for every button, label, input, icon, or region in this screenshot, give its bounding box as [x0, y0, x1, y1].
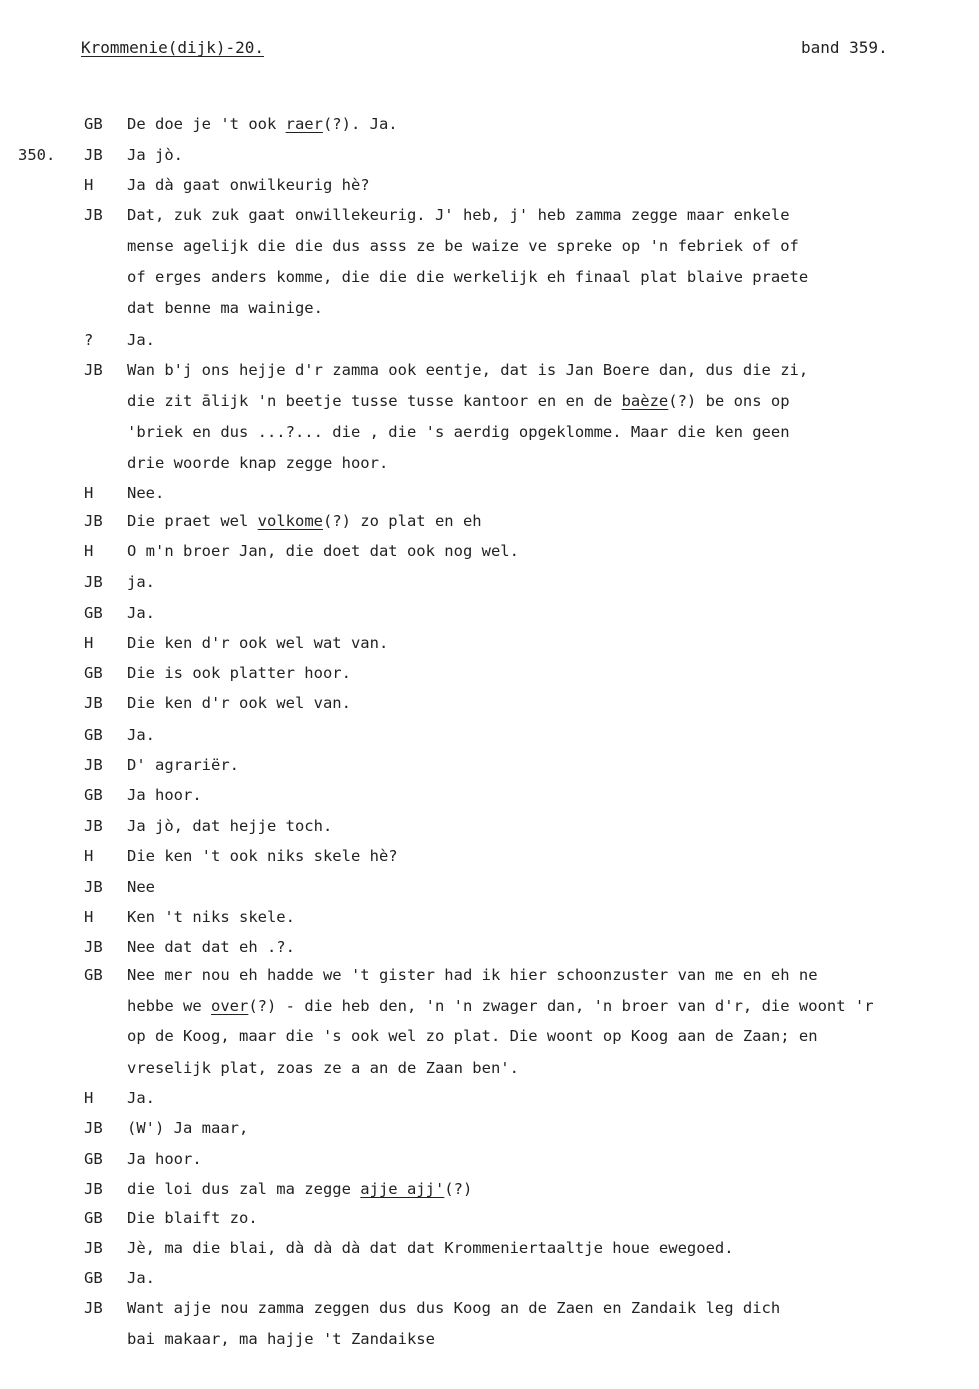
text-segment: mense agelijk die die dus asss ze be waize ve spreke op 'n febriek of of: [127, 237, 799, 255]
utterance-text: [127, 1209, 258, 1227]
text-segment: Ja.: [127, 604, 155, 622]
utterance-text: [127, 938, 295, 956]
utterance-text: [127, 634, 388, 652]
speaker-label: GB: [84, 1269, 103, 1287]
utterance-text: [127, 847, 398, 865]
speaker-label: H: [84, 542, 94, 560]
speaker-label: H: [84, 634, 94, 652]
utterance-text: [127, 1239, 734, 1257]
document-title: Krommenie(dijk)-20.: [81, 38, 265, 57]
text-segment: Nee: [127, 878, 155, 896]
utterance-text: [127, 786, 202, 804]
uncertain-word: ajje ajj': [360, 1180, 445, 1198]
text-segment: dat benne ma wainige.: [127, 299, 323, 317]
text-segment: op de Koog, maar die 's ook wel zo plat. Die woont op Koog aan de Zaan; en: [127, 1027, 818, 1045]
text-segment: Want ajje nou zamma zeggen dus dus Koog an de Zaen en Zandaik leg dich: [127, 1299, 781, 1317]
utterance-text: [127, 423, 790, 441]
speaker-label: H: [84, 1089, 94, 1107]
utterance-text: [127, 454, 388, 472]
speaker-label: JB: [84, 1119, 103, 1137]
uncertain-word: baèze: [621, 392, 669, 410]
utterance-text: [127, 1089, 155, 1107]
utterance-text: [127, 268, 808, 286]
utterance-text: [127, 176, 370, 194]
speaker-label: GB: [84, 664, 103, 682]
text-segment: Die ken 't ook niks skele hè?: [127, 847, 398, 865]
text-segment: Die ken d'r ook wel van.: [127, 694, 351, 712]
utterance-text: [127, 361, 808, 379]
utterance-text: [127, 997, 874, 1015]
text-segment: De doe je 't ook: [127, 115, 286, 133]
text-segment: Wan b'j ons hejje d'r zamma ook eentje, dat is Jan Boere dan, dus die zi,: [127, 361, 809, 379]
speaker-label: JB: [84, 817, 103, 835]
speaker-label: JB: [84, 694, 103, 712]
speaker-label: JB: [84, 573, 103, 591]
text-segment: Ja hoor.: [127, 786, 202, 804]
text-segment: Ken 't niks skele.: [127, 908, 295, 926]
speaker-label: H: [84, 908, 94, 926]
text-segment: (W') Ja maar,: [127, 1119, 249, 1137]
text-segment: Die praet wel: [127, 512, 258, 530]
margin-marker: 350.: [18, 146, 56, 164]
text-segment: bai makaar, ma hajje 't Zandaikse: [127, 1330, 435, 1348]
uncertain-word: raer: [285, 115, 323, 133]
speaker-label: GB: [84, 1150, 103, 1168]
utterance-text: [127, 115, 398, 133]
utterance-text: [127, 237, 799, 255]
text-segment: (?). Ja.: [322, 115, 398, 133]
utterance-text: [127, 484, 164, 502]
text-segment: Ja jò, dat hejje toch.: [127, 817, 333, 835]
utterance-text: [127, 1027, 818, 1045]
text-segment: Ja.: [127, 726, 155, 744]
utterance-text: [127, 146, 183, 164]
text-segment: of erges anders komme, die die die werkelijk eh finaal plat blaive praete: [127, 268, 809, 286]
speaker-label: JB: [84, 756, 103, 774]
utterance-text: [127, 817, 332, 835]
text-segment: drie woorde knap zegge hoor.: [127, 454, 389, 472]
utterance-text: [127, 1269, 155, 1287]
utterance-text: [127, 1119, 248, 1137]
utterance-text: [127, 1059, 519, 1077]
text-segment: Nee mer nou eh hadde we 't gister had ik hier schoonzuster van me en eh ne: [127, 966, 818, 984]
speaker-label: JB: [84, 878, 103, 896]
utterance-text: [127, 966, 818, 984]
text-segment: ja.: [127, 573, 155, 591]
speaker-label: GB: [84, 1209, 103, 1227]
speaker-label: JB: [84, 206, 103, 224]
text-segment: Ja.: [127, 1269, 155, 1287]
text-segment: Nee dat dat eh .?.: [127, 938, 295, 956]
uncertain-word: volkome: [257, 512, 323, 530]
text-segment: vreselijk plat, zoas ze a an de Zaan ben'.: [127, 1059, 519, 1077]
utterance-text: [127, 392, 790, 410]
speaker-label: ?: [84, 331, 94, 349]
speaker-label: GB: [84, 786, 103, 804]
speaker-label: H: [84, 484, 94, 502]
text-segment: Nee.: [127, 484, 165, 502]
text-segment: (?) zo plat en eh: [322, 512, 482, 530]
text-segment: Jè, ma die blai, dà dà dà dat dat Krommeniertaaltje houe ewegoed.: [127, 1239, 734, 1257]
text-segment: 'briek en dus ...?... die , die 's aerdig opgeklomme. Maar die ken geen: [127, 423, 790, 441]
speaker-label: H: [84, 176, 94, 194]
text-segment: (?) be ons op: [668, 392, 790, 410]
text-segment: Ja.: [127, 1089, 155, 1107]
utterance-text: [127, 756, 239, 774]
utterance-text: [127, 694, 351, 712]
speaker-label: JB: [84, 1299, 103, 1317]
utterance-text: [127, 604, 155, 622]
text-segment: Die ken d'r ook wel wat van.: [127, 634, 389, 652]
text-segment: Ja dà gaat onwilkeurig hè?: [127, 176, 370, 194]
utterance-text: [127, 1150, 202, 1168]
utterance-text: [127, 542, 519, 560]
speaker-label: JB: [84, 512, 103, 530]
speaker-label: GB: [84, 604, 103, 622]
utterance-text: [127, 908, 295, 926]
text-segment: Die is ook platter hoor.: [127, 664, 351, 682]
utterance-text: [127, 1330, 435, 1348]
utterance-text: [127, 331, 155, 349]
text-segment: O m'n broer Jan, die doet dat ook nog wel.: [127, 542, 519, 560]
speaker-label: H: [84, 847, 94, 865]
text-segment: Ja jò.: [127, 146, 183, 164]
utterance-text: [127, 299, 323, 317]
speaker-label: JB: [84, 361, 103, 379]
utterance-text: [127, 512, 482, 530]
utterance-text: [127, 878, 155, 896]
text-segment: Die blaift zo.: [127, 1209, 258, 1227]
utterance-text: [127, 206, 790, 224]
speaker-label: JB: [84, 146, 103, 164]
utterance-text: [127, 1299, 780, 1317]
text-segment: Ja hoor.: [127, 1150, 202, 1168]
uncertain-word: over: [211, 997, 249, 1015]
speaker-label: GB: [84, 115, 103, 133]
text-segment: Ja.: [127, 331, 155, 349]
utterance-text: [127, 664, 351, 682]
text-segment: D' agrariër.: [127, 756, 239, 774]
utterance-text: [127, 573, 155, 591]
speaker-label: JB: [84, 1180, 103, 1198]
text-segment: die zit ālijk 'n beetje tusse tusse kantoor en en de: [127, 392, 622, 410]
text-segment: die loi dus zal ma zegge: [127, 1180, 361, 1198]
speaker-label: JB: [84, 1239, 103, 1257]
speaker-label: JB: [84, 938, 103, 956]
speaker-label: GB: [84, 726, 103, 744]
speaker-label: GB: [84, 966, 103, 984]
utterance-text: [127, 726, 155, 744]
text-segment: hebbe we: [127, 997, 211, 1015]
text-segment: (?) - die heb den, 'n 'n zwager dan, 'n broer van d'r, die woont 'r: [248, 997, 874, 1015]
tape-number: band 359.: [801, 38, 888, 57]
utterance-text: [127, 1180, 472, 1198]
text-segment: Dat, zuk zuk gaat onwillekeurig. J' heb, j' heb zamma zegge maar enkele: [127, 206, 790, 224]
text-segment: (?): [444, 1180, 473, 1198]
